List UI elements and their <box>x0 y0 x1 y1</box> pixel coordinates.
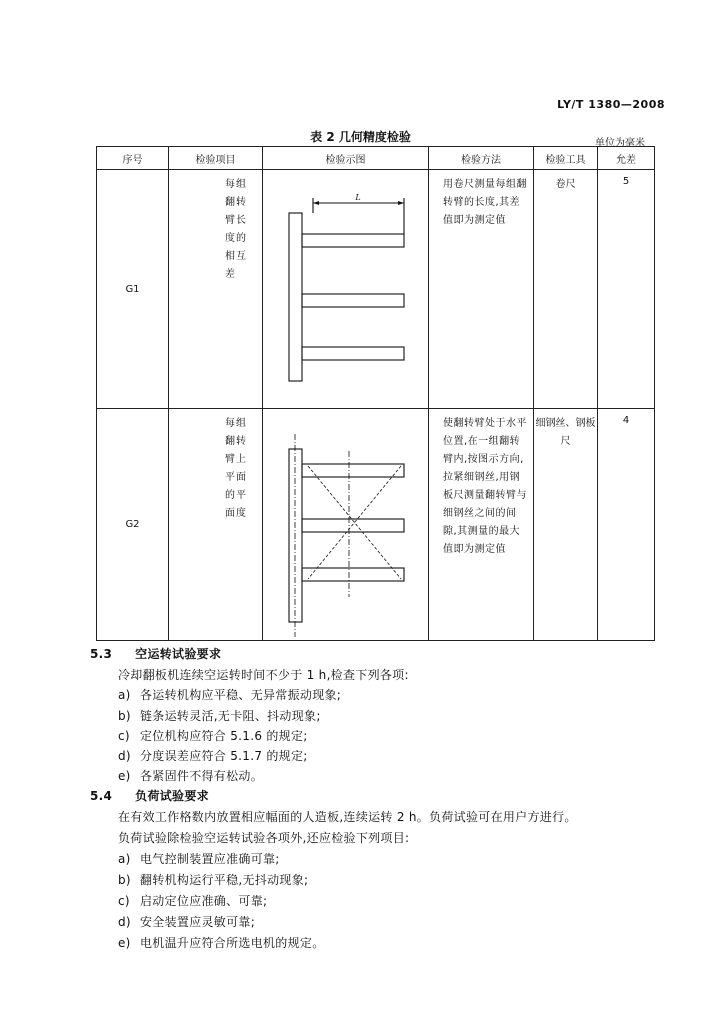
section-intro: 冷却翻板机连续空运转时间不少于 1 h,检查下列各项: <box>118 668 409 682</box>
table-row-g2 <box>97 409 655 641</box>
table-header-row <box>97 147 655 170</box>
list-item: e) 电机温升应符合所选电机的规定。 <box>118 936 325 950</box>
geometric-accuracy-table <box>96 146 655 641</box>
section-title: 负荷试验要求 <box>135 789 209 803</box>
list-item: a) 电气控制装置应准确可靠; <box>118 852 280 866</box>
col-header-tool: 检验工具 <box>534 147 598 170</box>
col-header-item: 检验项目 <box>169 147 263 170</box>
col-header-tolerance: 允差 <box>598 147 655 170</box>
table-title: 表 2 几何精度检验 <box>310 130 411 144</box>
row-no: G1 <box>97 170 169 409</box>
list-item: e) 各紧固件不得有松动。 <box>118 769 264 783</box>
row-no: G2 <box>97 409 169 641</box>
list-item: a) 各运转机构应平稳、无异常振动现象; <box>118 688 342 702</box>
row-item: 每组翻转臂长度的相互差 <box>225 179 247 280</box>
list-item: d) 安全装置应灵敏可靠; <box>118 915 256 929</box>
list-item: c) 定位机构应符合 5.1.6 的规定; <box>118 729 308 743</box>
col-header-no: 序号 <box>97 147 169 170</box>
table-row-g1 <box>97 170 655 409</box>
row-tool: 卷尺 <box>555 179 576 190</box>
table-unit: 单位为毫米 <box>595 138 645 149</box>
section-heading-5-4 <box>90 787 209 804</box>
list-item: b) 翻转机构运行平稳,无抖动现象; <box>118 873 309 887</box>
section-title: 空运转试验要求 <box>135 647 222 661</box>
flatness-diagram <box>263 409 429 640</box>
section-number: 5.3 <box>90 647 113 661</box>
length-label-l: L <box>355 193 361 202</box>
col-header-method: 检验方法 <box>429 147 534 170</box>
list-item: c) 启动定位应准确、可靠; <box>118 894 268 908</box>
row-tool: 细钢丝、钢板尺 <box>535 418 596 447</box>
arm-length-diagram <box>263 170 429 408</box>
row-method: 使翻转臂处于水平位置,在一组翻转臂内,按图示方向,拉紧细钢丝,用钢板尺测量翻转臂与细钢丝之间的间隙,其测量的最大值即为测定值 <box>443 418 527 555</box>
list-item: b) 链条运转灵活,无卡阻、抖动现象; <box>118 709 321 723</box>
standard-code: LY/T 1380—2008 <box>557 98 665 111</box>
section-intro: 在有效工作格数内放置相应幅面的人造板,连续运转 2 h。负荷试验可在用户方进行。 <box>118 810 577 824</box>
section-heading-5-3 <box>90 645 221 662</box>
row-tolerance: 4 <box>622 415 630 426</box>
section-intro: 负荷试验除检验空运转试验各项外,还应检验下列项目: <box>118 831 410 845</box>
list-item: d) 分度误差应符合 5.1.7 的规定; <box>118 749 308 763</box>
row-item: 每组翻转臂上平面的平面度 <box>225 418 247 519</box>
section-number: 5.4 <box>90 789 113 803</box>
col-header-diagram: 检验示图 <box>263 147 429 170</box>
row-method: 用卷尺测量每组翻转臂的长度,其差值即为测定值 <box>443 179 527 226</box>
row-tolerance: 5 <box>622 176 630 187</box>
